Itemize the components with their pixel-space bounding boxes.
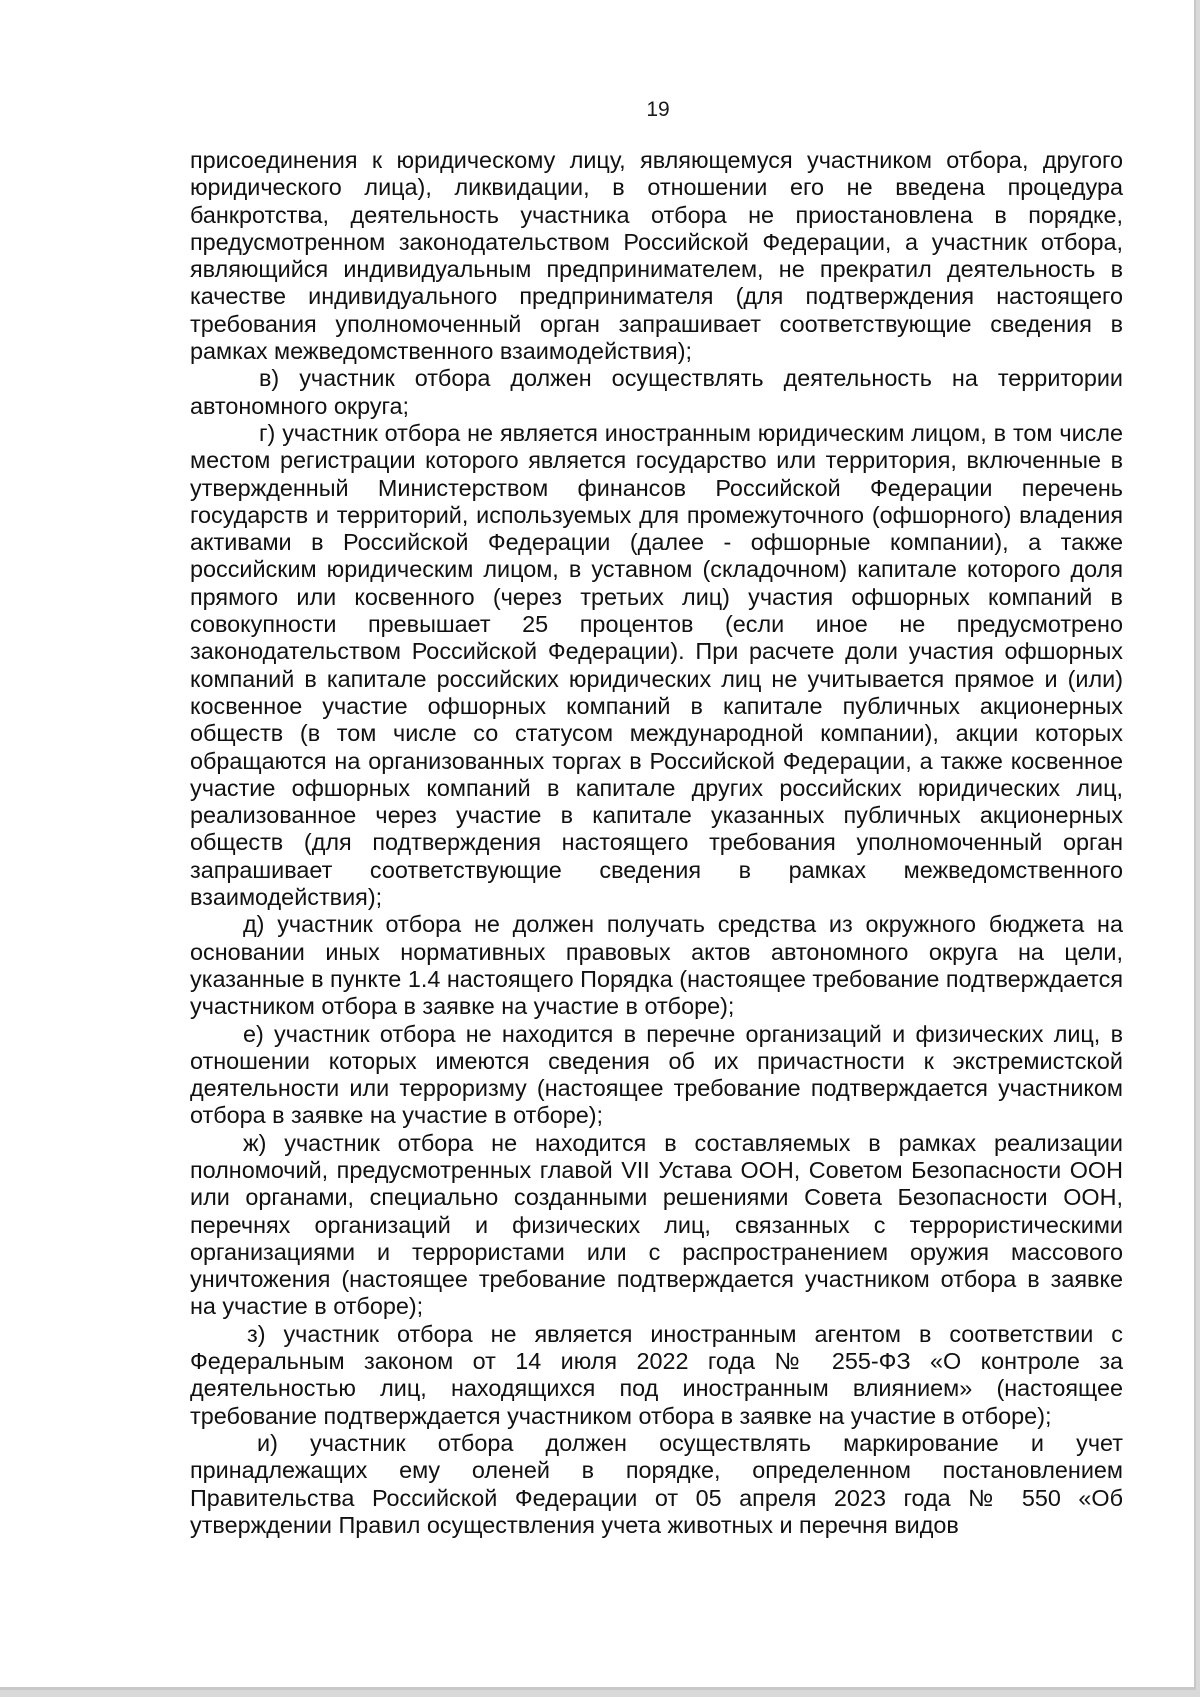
- paragraph-item-i: и) участник отбора должен осуществлять маркирование и учет принадлежащих ему оленей в порядке, определенном постановлением Правительства Российской Федерации от 05 апреля 2023 года № 550 «Об утверждении Правил осуществления учета животных и перечня видов: [190, 1429, 1123, 1538]
- paragraph-continuation: присоединения к юридическому лицу, являющемуся участником отбора, другого юридического лица), ликвидации, в отношении его не введена процедура банкротства, деятельность участника отбора не приостановлена в порядке, предусмотренном законодательством Российской Федерации, а участник отбора, являющийся индивидуальным предпринимателем, не прекратил деятельность в качестве индивидуального предпринимателя (для подтверждения настоящего требования уполномоченный орган запрашивает соответствующие сведения в рамках межведомственного взаимодействия);: [190, 147, 1123, 365]
- paragraph-item-v: в) участник отбора должен осуществлять деятельность на территории автономного округа;: [190, 365, 1123, 419]
- paragraph-item-d: д) участник отбора не должен получать средства из окружного бюджета на основании иных нормативных правовых актов автономного округа на цели, указанные в пункте 1.4 настоящего Порядка (настоящее требование подтверждается участником отбора в заявке на участие в отборе);: [190, 911, 1123, 1020]
- paragraph-item-e: е) участник отбора не находится в перечне организаций и физических лиц, в отношении которых имеются сведения об их причастности к экстремистской деятельности или терроризму (настоящее требование подтверждается участником отбора в заявке на участие в отборе);: [190, 1020, 1123, 1129]
- document-body: [190, 147, 1123, 1539]
- paragraph-item-g: г) участник отбора не является иностранным юридическим лицом, в том числе местом регистрации которого является государство или территория, включенные в утвержденный Министерством финансов Российской Федерации перечень государств и территорий, используемых для промежуточного (офшорного) владения активами в Российской Федерации (далее - офшорные компании), а также российским юридическим лицом, в уставном (складочном) капитале которого доля прямого или косвенного (через третьих лиц) участия офшорных компаний в совокупности превышает 25 процентов (если иное не предусмотрено законодательством Российской Федерации). При расчете доли участия офшорных компаний в капитале российских юридических лиц не учитывается прямое и (или) косвенное участие офшорных компаний в капитале публичных акционерных обществ (в том числе со статусом международной компании), акции которых обращаются на организованных торгах в Российской Федерации, а также косвенное участие офшорных компаний в капитале других российских юридических лиц, реализованное через участие в капитале указанных публичных акционерных обществ (для подтверждения настоящего требования уполномоченный орган запрашивает соответствующие сведения в рамках межведомственного взаимодействия);: [190, 419, 1123, 911]
- paragraph-item-zh: ж) участник отбора не находится в составляемых в рамках реализации полномочий, предусмотренных главой VII Устава ООН, Советом Безопасности ООН или органами, специально созданными решениями Совета Безопасности ООН, перечнях организаций и физических лиц, связанных с террористическими организациями и террористами или с распространением оружия массового уничтожения (настоящее требование подтверждается участником отбора в заявке на участие в отборе);: [190, 1129, 1123, 1320]
- paragraph-item-z: з) участник отбора не является иностранным агентом в соответствии с Федеральным законом от 14 июля 2022 года № 255-ФЗ «О контроле за деятельностью лиц, находящихся под иностранным влиянием» (настоящее требование подтверждается участником отбора в заявке на участие в отборе);: [190, 1320, 1123, 1429]
- page-number: 19: [646, 98, 670, 121]
